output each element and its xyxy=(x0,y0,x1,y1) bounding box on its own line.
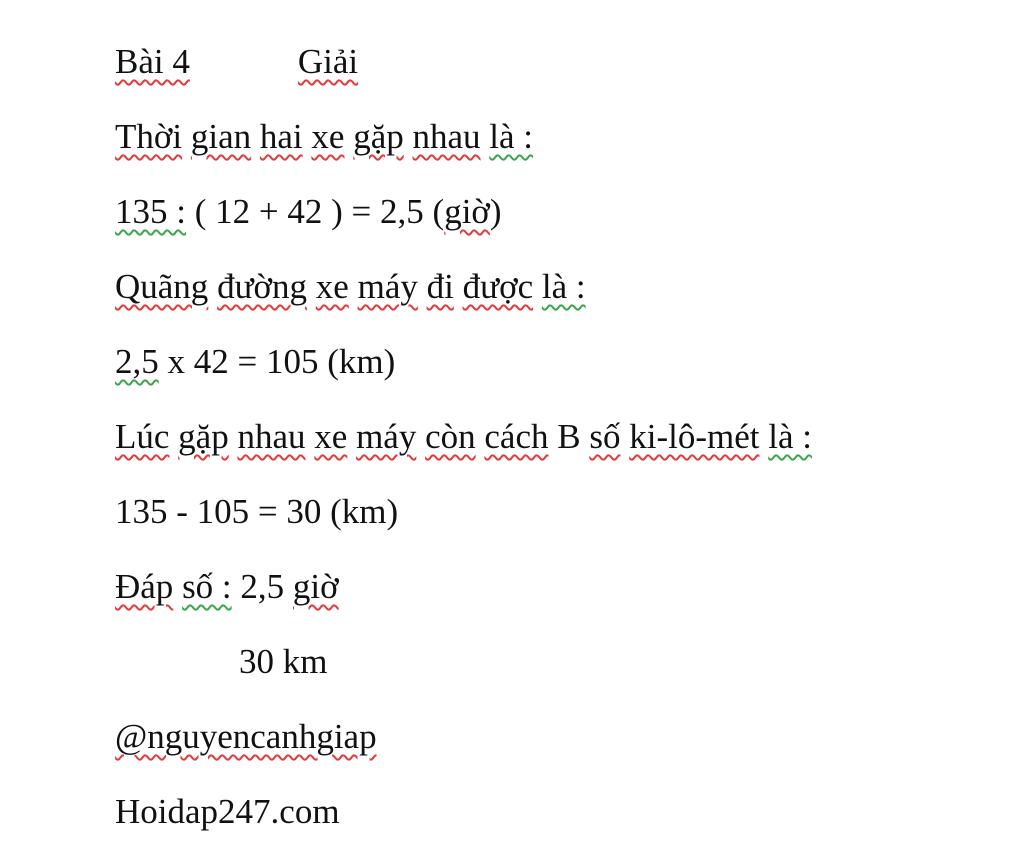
step-1-calc: 135 : ( 12 + 42 ) = 2,5 (giờ) xyxy=(115,192,502,231)
step-3-text: Lúc gặp nhau xe máy còn cách B số ki-lô-mét là : xyxy=(115,417,812,456)
step-3-calc: 135 - 105 = 30 (km) xyxy=(115,492,399,531)
solution-title: Giải xyxy=(297,42,359,81)
step-1-text: Thời gian hai xe gặp nhau là : xyxy=(115,117,534,156)
document-page xyxy=(115,38,995,863)
problem-number: Bài 4 xyxy=(115,42,190,81)
answer-line-2: 30 km xyxy=(239,642,328,681)
site-watermark: Hoidap247.com xyxy=(115,792,340,831)
answer-line-1: Đáp số : 2,5 giờ xyxy=(115,567,339,606)
step-2-calc: 2,5 x 42 = 105 (km) xyxy=(115,342,396,381)
author-handle: @nguyencanhgiap xyxy=(115,717,377,756)
step-2-text: Quãng đường xe máy đi được là : xyxy=(115,267,586,306)
problem-header xyxy=(115,38,995,113)
